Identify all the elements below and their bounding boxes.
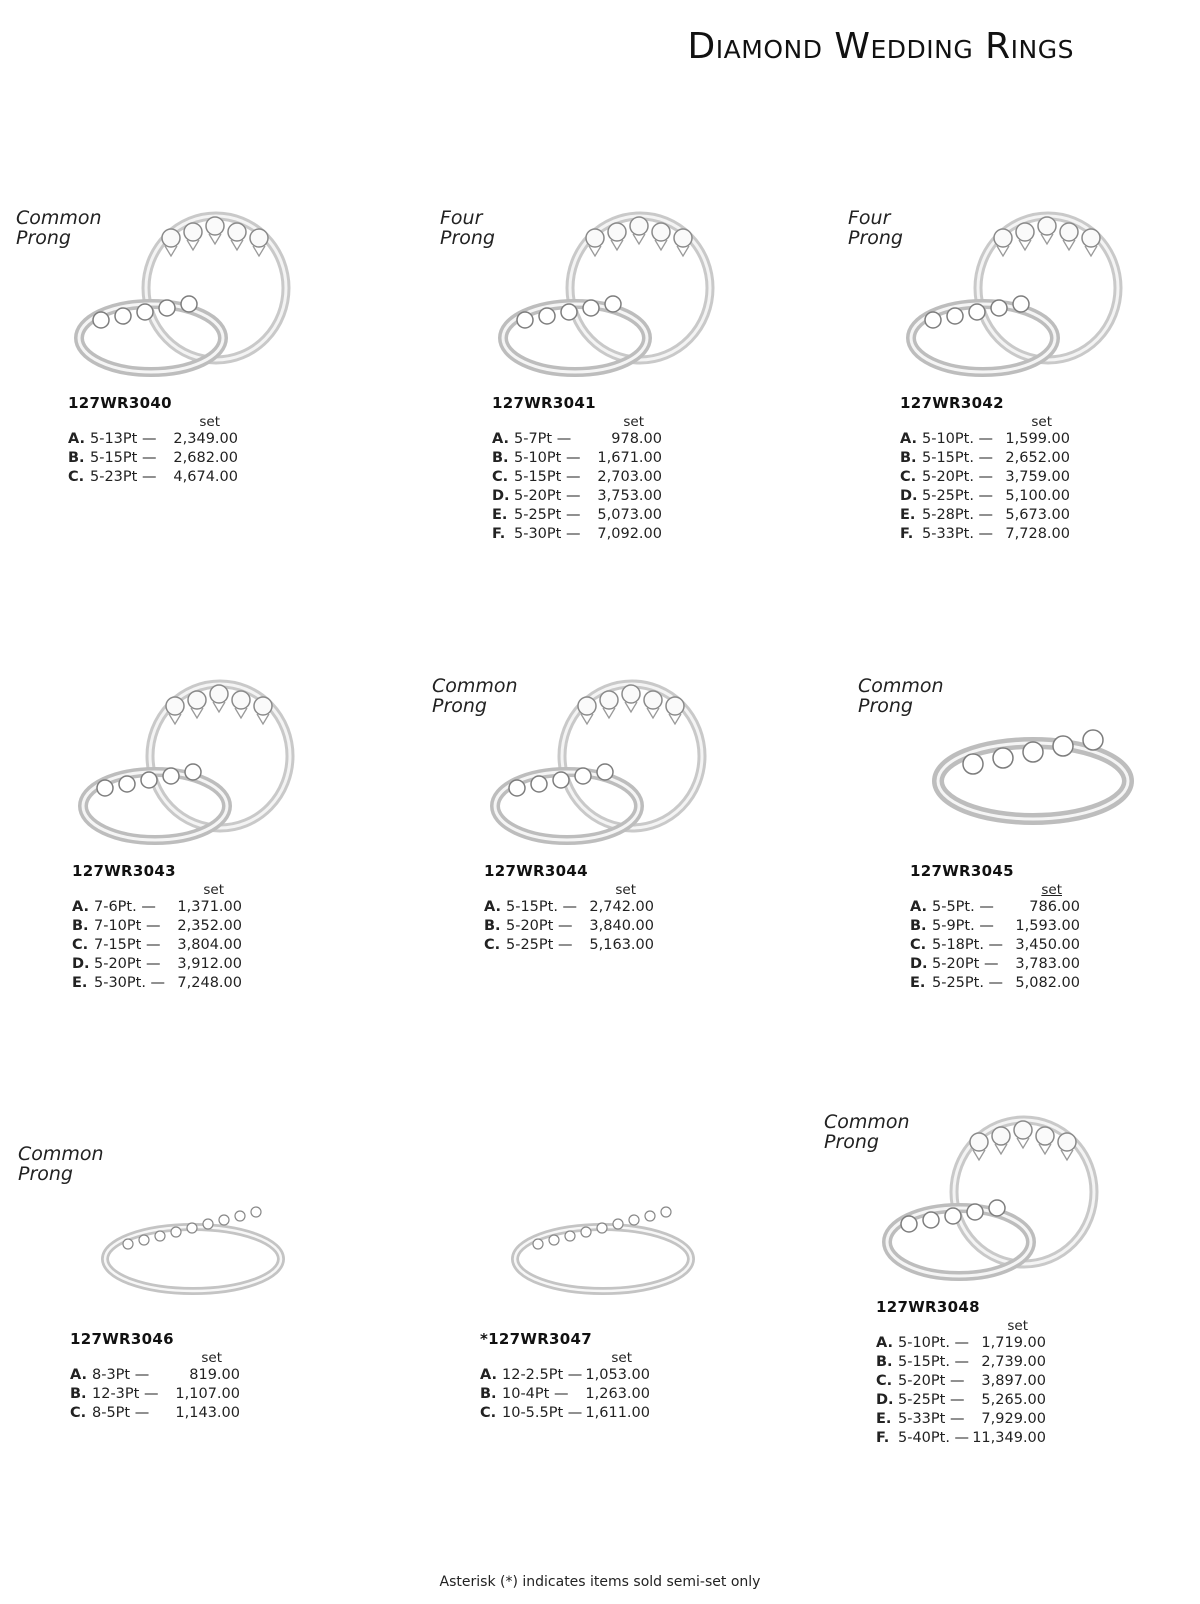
ring-image: [472, 676, 742, 856]
ring-sku: 127WR3046: [70, 1330, 174, 1348]
ring-sku: 127WR3044: [484, 862, 588, 880]
option-letter: C.: [910, 937, 927, 953]
option-letter: A.: [910, 899, 927, 915]
option-carat: 5-15Pt. —: [922, 450, 994, 466]
option-price: 5,082.00: [1015, 975, 1080, 991]
price-row: [484, 898, 654, 917]
ring-item: [18, 1144, 348, 1584]
price-row: [492, 506, 662, 525]
set-column-header: set: [1007, 1318, 1028, 1334]
option-letter: B.: [492, 450, 509, 466]
option-carat: 5-25Pt. —: [922, 488, 994, 504]
price-row: [492, 449, 662, 468]
ring-sku: 127WR3041: [492, 394, 596, 412]
option-letter: D.: [910, 956, 928, 972]
ring-image: [60, 676, 330, 856]
option-price: 3,783.00: [1015, 956, 1080, 972]
option-letter: B.: [480, 1386, 497, 1402]
option-price: 1,143.00: [175, 1405, 240, 1421]
option-letter: B.: [72, 918, 89, 934]
option-price: 5,673.00: [1005, 507, 1070, 523]
option-price: 2,352.00: [177, 918, 242, 934]
option-price: 1,611.00: [585, 1405, 650, 1421]
option-letter: D.: [492, 488, 510, 504]
option-carat: 8-5Pt —: [92, 1405, 150, 1421]
option-letter: F.: [876, 1430, 890, 1446]
option-price: 4,674.00: [173, 469, 238, 485]
ring-item: [440, 208, 770, 648]
price-row: [900, 449, 1070, 468]
setting-style-word: Prong: [440, 227, 495, 249]
option-letter: A.: [484, 899, 501, 915]
option-carat: 10-4Pt —: [502, 1386, 569, 1402]
option-price: 1,371.00: [177, 899, 242, 915]
option-letter: E.: [910, 975, 926, 991]
option-carat: 7-10Pt —: [94, 918, 161, 934]
setting-style-word: Common: [824, 1111, 910, 1133]
option-price: 3,840.00: [589, 918, 654, 934]
setting-style-word: Prong: [824, 1131, 879, 1153]
price-row: [72, 917, 242, 936]
ring-image: [468, 1144, 738, 1324]
option-carat: 12-3Pt —: [92, 1386, 159, 1402]
price-row: [876, 1429, 1046, 1448]
setting-style-word: Prong: [432, 695, 487, 717]
ring-sku: 127WR3048: [876, 1298, 980, 1316]
ring-sku: 127WR3040: [68, 394, 172, 412]
option-letter: A.: [492, 431, 509, 447]
set-column-header: set: [1041, 882, 1062, 898]
price-list: [68, 414, 238, 487]
ring-sku: 127WR3042: [900, 394, 1004, 412]
setting-style-word: Prong: [18, 1163, 73, 1185]
price-row: [876, 1334, 1046, 1353]
option-price: 1,053.00: [585, 1367, 650, 1383]
option-carat: 5-18Pt. —: [932, 937, 1004, 953]
option-letter: C.: [72, 937, 89, 953]
setting-style-word: Prong: [16, 227, 71, 249]
option-letter: A.: [70, 1367, 87, 1383]
ring-image: [58, 1144, 328, 1324]
option-carat: 5-20Pt —: [506, 918, 573, 934]
option-letter: C.: [484, 937, 501, 953]
option-letter: E.: [492, 507, 508, 523]
option-price: 2,742.00: [589, 899, 654, 915]
price-list: [910, 882, 1080, 993]
option-letter: B.: [900, 450, 917, 466]
option-carat: 5-23Pt —: [90, 469, 157, 485]
option-letter: C.: [876, 1373, 893, 1389]
option-carat: 5-20Pt —: [932, 956, 999, 972]
option-carat: 10-5.5Pt —: [502, 1405, 583, 1421]
price-row: [480, 1385, 650, 1404]
ring-image: [888, 208, 1158, 388]
price-row: [480, 1404, 650, 1423]
option-letter: B.: [910, 918, 927, 934]
option-price: 1,107.00: [175, 1386, 240, 1402]
option-letter: E.: [876, 1411, 892, 1427]
option-carat: 5-20Pt —: [94, 956, 161, 972]
option-carat: 5-10Pt. —: [922, 431, 994, 447]
option-carat: 5-10Pt —: [514, 450, 581, 466]
option-price: 1,671.00: [597, 450, 662, 466]
price-row: [910, 936, 1080, 955]
option-price: 5,163.00: [589, 937, 654, 953]
option-letter: A.: [900, 431, 917, 447]
price-row: [492, 430, 662, 449]
price-row: [900, 487, 1070, 506]
option-carat: 5-40Pt. —: [898, 1430, 970, 1446]
page-title: Diamond Wedding Rings: [687, 26, 1074, 67]
option-letter: E.: [900, 507, 916, 523]
option-letter: C.: [70, 1405, 87, 1421]
option-letter: D.: [72, 956, 90, 972]
option-carat: 5-20Pt —: [514, 488, 581, 504]
option-carat: 5-33Pt. —: [922, 526, 994, 542]
option-carat: 12-2.5Pt —: [502, 1367, 583, 1383]
option-letter: F.: [492, 526, 506, 542]
option-price: 7,248.00: [177, 975, 242, 991]
price-row: [492, 525, 662, 544]
option-price: 3,759.00: [1005, 469, 1070, 485]
option-price: 5,265.00: [981, 1392, 1046, 1408]
ring-sku: 127WR3043: [72, 862, 176, 880]
ring-image: [56, 208, 326, 388]
price-row: [910, 917, 1080, 936]
option-letter: A.: [480, 1367, 497, 1383]
price-row: [876, 1391, 1046, 1410]
option-letter: A.: [876, 1335, 893, 1351]
setting-style-word: Four: [848, 207, 891, 229]
option-price: 1,593.00: [1015, 918, 1080, 934]
option-carat: 5-15Pt. —: [898, 1354, 970, 1370]
option-price: 3,897.00: [981, 1373, 1046, 1389]
price-row: [910, 955, 1080, 974]
price-row: [876, 1410, 1046, 1429]
price-row: [876, 1353, 1046, 1372]
option-price: 5,100.00: [1005, 488, 1070, 504]
option-carat: 5-25Pt —: [898, 1392, 965, 1408]
option-letter: D.: [876, 1392, 894, 1408]
option-letter: D.: [900, 488, 918, 504]
price-list: [492, 414, 662, 544]
setting-style-word: Prong: [858, 695, 913, 717]
option-carat: 5-20Pt —: [898, 1373, 965, 1389]
option-price: 7,728.00: [1005, 526, 1070, 542]
set-column-header: set: [615, 882, 636, 898]
price-row: [70, 1366, 240, 1385]
option-carat: 5-15Pt —: [514, 469, 581, 485]
price-row: [900, 525, 1070, 544]
option-price: 2,703.00: [597, 469, 662, 485]
setting-style-word: Common: [858, 675, 944, 697]
ring-sku: *127WR3047: [480, 1330, 592, 1348]
option-price: 3,753.00: [597, 488, 662, 504]
price-list: [480, 1350, 650, 1423]
price-list: [70, 1350, 240, 1423]
price-row: [492, 487, 662, 506]
price-row: [68, 449, 238, 468]
option-price: 819.00: [189, 1367, 240, 1383]
price-row: [910, 898, 1080, 917]
option-price: 3,912.00: [177, 956, 242, 972]
price-row: [876, 1372, 1046, 1391]
option-carat: 5-15Pt. —: [506, 899, 578, 915]
option-carat: 7-6Pt. —: [94, 899, 156, 915]
option-price: 11,349.00: [972, 1430, 1046, 1446]
option-carat: 5-9Pt. —: [932, 918, 994, 934]
option-letter: E.: [72, 975, 88, 991]
option-price: 2,652.00: [1005, 450, 1070, 466]
option-carat: 5-25Pt. —: [932, 975, 1004, 991]
option-price: 2,349.00: [173, 431, 238, 447]
setting-style-word: Common: [16, 207, 102, 229]
option-carat: 5-33Pt —: [898, 1411, 965, 1427]
price-row: [72, 955, 242, 974]
option-letter: C.: [68, 469, 85, 485]
setting-style-word: Common: [18, 1143, 104, 1165]
price-list: [72, 882, 242, 993]
ring-item: [858, 676, 1188, 1116]
option-price: 2,682.00: [173, 450, 238, 466]
price-row: [900, 506, 1070, 525]
price-row: [72, 936, 242, 955]
option-carat: 5-25Pt —: [514, 507, 581, 523]
option-letter: C.: [480, 1405, 497, 1421]
option-carat: 5-5Pt. —: [932, 899, 994, 915]
ring-item: [16, 208, 346, 648]
option-price: 7,929.00: [981, 1411, 1046, 1427]
option-price: 1,599.00: [1005, 431, 1070, 447]
set-column-header: set: [611, 1350, 632, 1366]
option-price: 978.00: [611, 431, 662, 447]
ring-item: [432, 676, 762, 1116]
option-letter: B.: [70, 1386, 87, 1402]
option-carat: 5-25Pt —: [506, 937, 573, 953]
setting-style-word: Common: [432, 675, 518, 697]
footnote: Asterisk (*) indicates items sold semi-set only: [439, 1574, 761, 1590]
option-price: 3,804.00: [177, 937, 242, 953]
option-carat: 5-10Pt. —: [898, 1335, 970, 1351]
option-carat: 5-20Pt. —: [922, 469, 994, 485]
price-list: [876, 1318, 1046, 1448]
price-row: [484, 917, 654, 936]
option-letter: B.: [876, 1354, 893, 1370]
ring-image: [480, 208, 750, 388]
option-carat: 5-7Pt —: [514, 431, 572, 447]
price-row: [492, 468, 662, 487]
option-carat: 7-15Pt —: [94, 937, 161, 953]
ring-item: [848, 208, 1178, 648]
option-letter: F.: [900, 526, 914, 542]
option-carat: 5-13Pt —: [90, 431, 157, 447]
option-letter: B.: [484, 918, 501, 934]
option-carat: 5-30Pt —: [514, 526, 581, 542]
option-carat: 5-15Pt —: [90, 450, 157, 466]
price-row: [72, 898, 242, 917]
price-row: [900, 430, 1070, 449]
set-column-header: set: [1031, 414, 1052, 430]
price-row: [484, 936, 654, 955]
price-row: [480, 1366, 650, 1385]
ring-item: [20, 676, 350, 1116]
option-price: 1,263.00: [585, 1386, 650, 1402]
price-row: [72, 974, 242, 993]
set-column-header: set: [203, 882, 224, 898]
set-column-header: set: [199, 414, 220, 430]
ring-image: [898, 676, 1168, 856]
option-price: 1,719.00: [981, 1335, 1046, 1351]
setting-style-word: Prong: [848, 227, 903, 249]
option-price: 3,450.00: [1015, 937, 1080, 953]
price-row: [68, 468, 238, 487]
ring-sku: 127WR3045: [910, 862, 1014, 880]
option-letter: C.: [900, 469, 917, 485]
price-row: [70, 1385, 240, 1404]
option-carat: 8-3Pt —: [92, 1367, 150, 1383]
price-row: [68, 430, 238, 449]
set-column-header: set: [623, 414, 644, 430]
price-row: [900, 468, 1070, 487]
option-price: 5,073.00: [597, 507, 662, 523]
ring-item: [428, 1144, 758, 1584]
option-carat: 5-28Pt. —: [922, 507, 994, 523]
option-letter: C.: [492, 469, 509, 485]
option-carat: 5-30Pt. —: [94, 975, 166, 991]
option-price: 786.00: [1029, 899, 1080, 915]
ring-image: [864, 1112, 1134, 1292]
option-letter: A.: [68, 431, 85, 447]
option-price: 7,092.00: [597, 526, 662, 542]
price-list: [900, 414, 1070, 544]
setting-style-word: Four: [440, 207, 483, 229]
option-letter: B.: [68, 450, 85, 466]
price-row: [910, 974, 1080, 993]
set-column-header: set: [201, 1350, 222, 1366]
ring-item: [824, 1112, 1154, 1552]
option-price: 2,739.00: [981, 1354, 1046, 1370]
option-letter: A.: [72, 899, 89, 915]
price-row: [70, 1404, 240, 1423]
price-list: [484, 882, 654, 955]
